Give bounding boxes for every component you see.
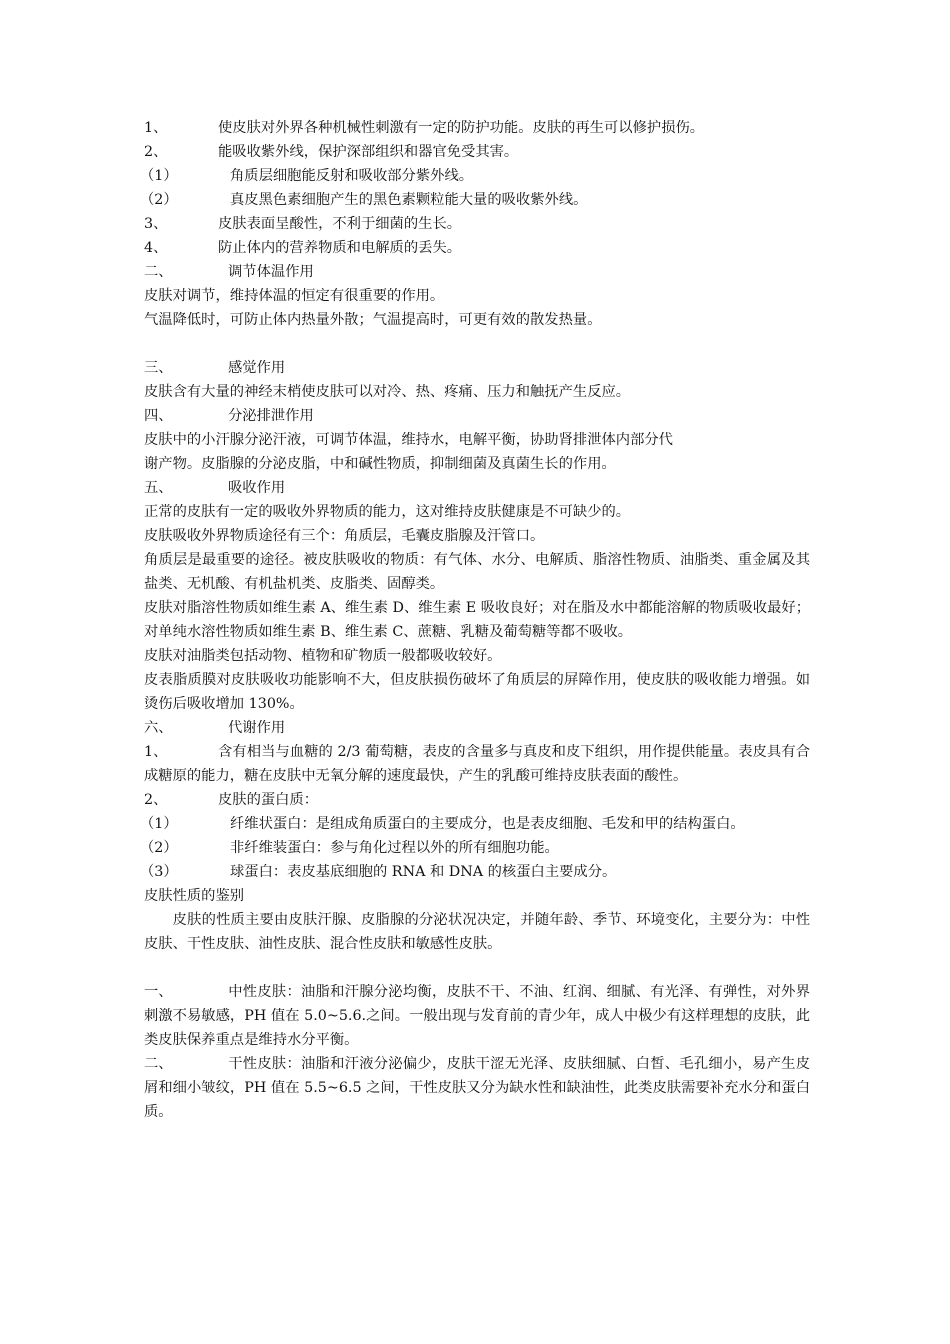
list-text: 使皮肤对外界各种机械性刺激有一定的防护功能。皮肤的再生可以修护损伤。 <box>218 120 705 136</box>
list-number: 1、 <box>144 120 168 136</box>
blank-line <box>144 332 810 356</box>
section-number: 五、 <box>144 480 173 496</box>
sub-list-text: 真皮黑色素细胞产生的黑色素颗粒能大量的吸收紫外线。 <box>230 192 588 208</box>
metabolism-sub-3 <box>140 860 810 884</box>
heading-skin-type: 皮肤性质的鉴别 <box>144 888 245 904</box>
paragraph: 皮肤含有大量的神经末梢使皮肤可以对冷、热、疼痛、压力和触抚产生反应。 <box>144 384 631 400</box>
paragraph-line: 谢产物。皮脂腺的分泌皮脂，中和碱性物质，抑制细菌及真菌生长的作用。 <box>144 456 616 472</box>
protection-sub-2 <box>140 188 810 212</box>
paragraph: 气温降低时，可防止体内热量外散；气温提高时，可更有效的散发热量。 <box>144 312 602 328</box>
paragraph-line: 皮肤中的小汗腺分泌汗液，可调节体温，维持水，电解平衡，协助肾排泄体内部分代 <box>144 432 673 448</box>
list-text: 含有相当与血糖的 2/3 葡萄糖，表皮的含量多与真皮和皮下组织，用作提供能量。表皮具有合成糖原的能力，糖在皮肤中无氧分解的速度最快，产生的乳酸可维持皮肤表面的酸性。 <box>144 744 810 784</box>
document-page <box>140 116 810 1124</box>
sub-list-number: （1） <box>140 168 178 184</box>
protection-sub-1 <box>140 164 810 188</box>
paragraph: 皮肤吸收外界物质途径有三个：角质层，毛囊皮脂腺及汗管口。 <box>144 528 545 544</box>
sub-list-number: （2） <box>140 840 178 856</box>
sub-list-text: 角质层细胞能反射和吸收部分紫外线。 <box>230 168 474 184</box>
section-number: 四、 <box>144 408 173 424</box>
sub-list-text: 非纤维装蛋白：参与角化过程以外的所有细胞功能。 <box>230 840 559 856</box>
section-title: 分泌排泄作用 <box>228 408 314 424</box>
list-text: 皮肤表面呈酸性，不利于细菌的生长。 <box>218 216 462 232</box>
metabolism-item-2 <box>144 788 810 812</box>
paragraph: 皮肤对脂溶性物质如维生素 A、维生素 D、维生素 E 吸收良好；对在脂及水中都能溶解的物质吸收最好；对单纯水溶性物质如维生素 B、维生素 C、蔗糖、乳糖及葡萄糖等都不吸收。 <box>144 600 810 640</box>
protection-item-2 <box>144 140 810 164</box>
skin-type-dry <box>144 1052 810 1124</box>
paragraph: 皮肤对调节，维持体温的恒定有很重要的作用。 <box>144 288 445 304</box>
section-heading-metabolism <box>144 716 810 740</box>
section-number: 二、 <box>144 1056 173 1072</box>
list-text: 皮肤的蛋白质： <box>218 792 319 808</box>
sub-list-text: 球蛋白：表皮基底细胞的 RNA 和 DNA 的核蛋白主要成分。 <box>230 864 617 880</box>
section-title: 吸收作用 <box>228 480 286 496</box>
sub-list-number: （2） <box>140 192 178 208</box>
paragraph: 皮肤对油脂类包括动物、植物和矿物质一般都吸收较好。 <box>144 648 502 664</box>
skin-type-text: 中性皮肤：油脂和汗腺分泌均衡，皮肤不干、不油、红润、细腻、有光泽、有弹性，对外界刺激不易敏感，PH 值在 5.0~5.6.之间。一般出现与发育前的青少年，成人中极少有这样理想的皮肤，此类皮肤保养重点是维持水分平衡。 <box>144 984 810 1048</box>
section-heading-temperature <box>144 260 810 284</box>
section-number: 三、 <box>144 360 173 376</box>
metabolism-sub-2 <box>140 836 810 860</box>
paragraph: 角质层是最重要的途径。被皮肤吸收的物质：有气体、水分、电解质、脂溶性物质、油脂类、重金属及其盐类、无机酸、有机盐机类、皮脂类、固醇类。 <box>144 552 810 592</box>
section-heading-secretion <box>144 404 810 428</box>
section-heading-absorption <box>144 476 810 500</box>
list-number: 4、 <box>144 240 168 256</box>
section-heading-sensation <box>144 356 810 380</box>
section-number: 二、 <box>144 264 173 280</box>
paragraph: 皮表脂质膜对皮肤吸收功能影响不大，但皮肤损伤破坏了角质层的屏障作用，使皮肤的吸收能力增强。如烫伤后吸收增加 130%。 <box>144 672 810 712</box>
list-number: 2、 <box>144 792 168 808</box>
protection-item-1 <box>144 116 810 140</box>
section-number: 六、 <box>144 720 173 736</box>
section-title: 调节体温作用 <box>228 264 314 280</box>
skin-type-neutral <box>144 980 810 1052</box>
list-number: 2、 <box>144 144 168 160</box>
list-text: 防止体内的营养物质和电解质的丢失。 <box>218 240 462 256</box>
paragraph-intro: 皮肤的性质主要由皮肤汗腺、皮脂腺的分泌状况决定，并随年龄、季节、环境变化，主要分为：中性皮肤、干性皮肤、油性皮肤、混合性皮肤和敏感性皮肤。 <box>144 912 810 952</box>
section-title: 感觉作用 <box>228 360 286 376</box>
sub-list-number: （3） <box>140 864 178 880</box>
section-number: 一、 <box>144 984 173 1000</box>
list-number: 3、 <box>144 216 168 232</box>
skin-type-text: 干性皮肤：油脂和汗液分泌偏少，皮肤干涩无光泽、皮肤细腻、白皙、毛孔细小，易产生皮屑和细小皱纹，PH 值在 5.5~6.5 之间，干性皮肤又分为缺水性和缺油性，此类皮肤需要补充水分和蛋白质。 <box>144 1056 810 1120</box>
list-number: 1、 <box>144 744 168 760</box>
metabolism-item-1 <box>144 740 810 788</box>
paragraph: 正常的皮肤有一定的吸收外界物质的能力，这对维持皮肤健康是不可缺少的。 <box>144 504 631 520</box>
section-title: 代谢作用 <box>228 720 286 736</box>
blank-line <box>144 956 810 980</box>
protection-item-4 <box>144 236 810 260</box>
sub-list-text: 纤维状蛋白：是组成角质蛋白的主要成分，也是表皮细胞、毛发和甲的结构蛋白。 <box>230 816 745 832</box>
list-text: 能吸收紫外线，保护深部组织和器官免受其害。 <box>218 144 519 160</box>
protection-item-3 <box>144 212 810 236</box>
metabolism-sub-1 <box>140 812 810 836</box>
sub-list-number: （1） <box>140 816 178 832</box>
